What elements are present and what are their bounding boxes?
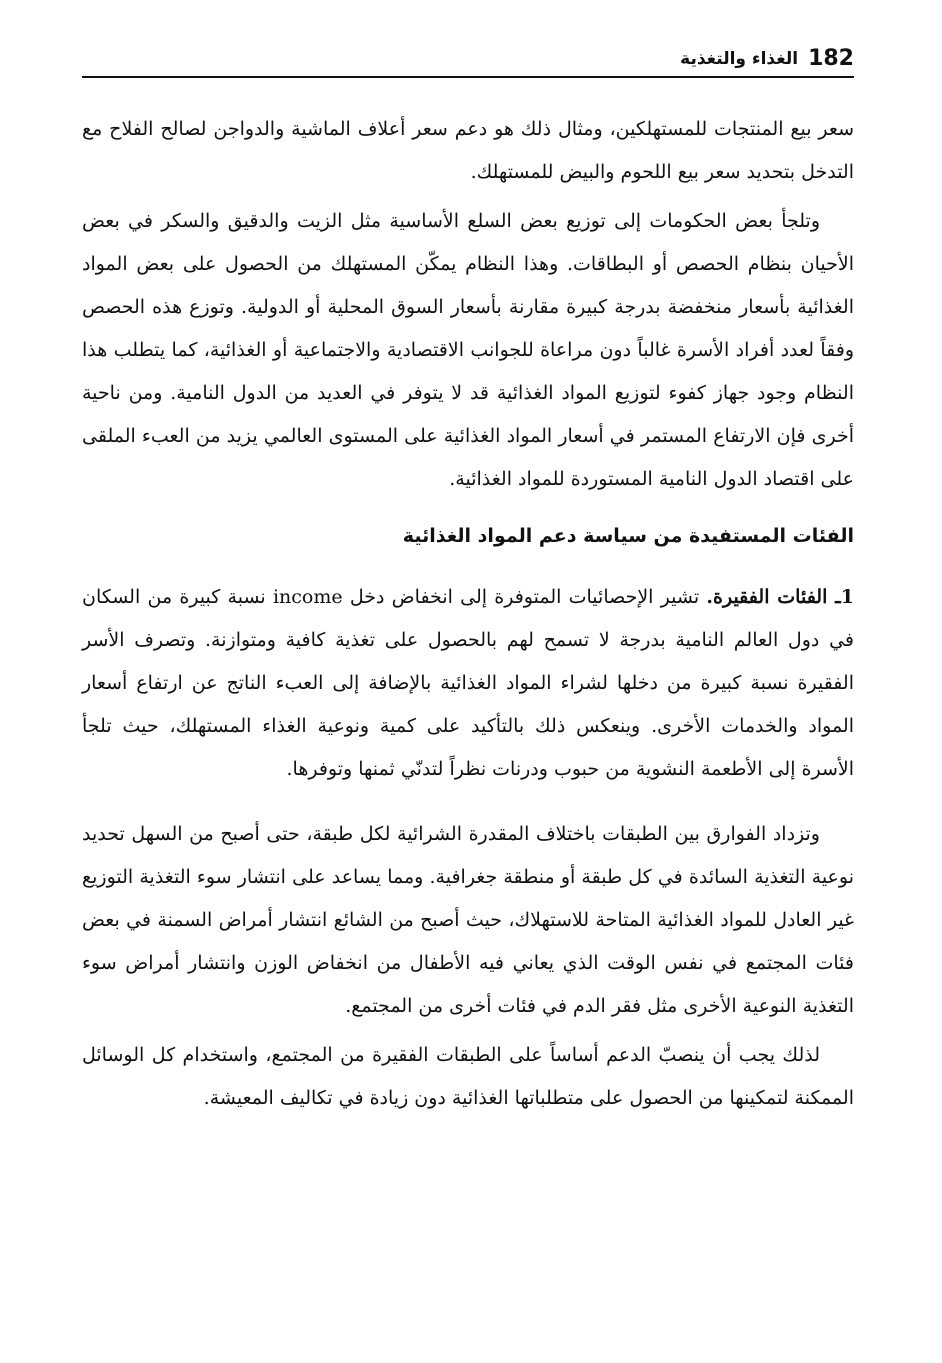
paragraph-5: لذلك يجب أن ينصبّ الدعم أساساً على الطبقات الفقيرة من المجتمع، واستخدام كل الوسائل الممكنة لتمكينها من الحصول على متطلباتها الغذائية دون زيادة في تكاليف المعيشة. bbox=[82, 1044, 854, 1109]
paragraph-4: وتزداد الفوارق بين الطبقات باختلاف المقدرة الشرائية لكل طبقة، حتى أصبح من السهل تحديد نوعية التغذية السائدة في كل طبقة أو منطقة جغرافية. ومما يساعد على انتشار سوء التغذية التوزيع غير العادل للمواد الغذائية المتاحة للاستهلاك، حيث أصبح من الشائع انتشار أمراض السمنة في بعض فئات المجتمع في نفس الوقت الذي يعاني فيه الأطفال من انخفاض الوزن وانتشار أمراض سوء التغذية النوعية الأخرى مثل فقر الدم في فئات أخرى من المجتمع. bbox=[82, 823, 854, 1017]
paragraph-3-text: تشير الإحصائيات المتوفرة إلى انخفاض دخل income نسبة كبيرة من السكان في دول العالم النامية بدرجة لا تسمح لهم بالحصول على تغذية كافية ومتوازنة. وتصرف الأسر الفقيرة نسبة كبيرة من دخلها لشراء المواد الغذائية بالإضافة إلى العبء الناتج عن ارتفاع أسعار المواد والخدمات الأخرى. وينعكس ذلك بالتأكيد على كمية ونوعية الغذاء المستهلك، حيث تلجأ الأسرة إلى الأطعمة النشوية من حبوب ودرنات نظراً لتدنّي ثمنها وتوفرها. bbox=[82, 586, 854, 780]
paragraph-1: سعر بيع المنتجات للمستهلكين، ومثال ذلك هو دعم سعر أعلاف الماشية والدواجن لصالح الفلاح مع التدخل بتحديد سعر بيع اللحوم والبيض للمستهلك. bbox=[82, 118, 854, 183]
item-label-poor-groups: 1ـ الفئات الفقيرة. bbox=[706, 586, 854, 608]
running-title: الغذاء والتغذية bbox=[680, 49, 799, 69]
paragraph-2: وتلجأ بعض الحكومات إلى توزيع بعض السلع الأساسية مثل الزيت والدقيق والسكر في بعض الأحيان بنظام الحصص أو البطاقات. وهذا النظام يمكّن المستهلك من الحصول على بعض المواد الغذائية بأسعار منخفضة بدرجة كبيرة مقارنة بأسعار السوق المحلية أو الدولية. وتوزع هذه الحصص وفقاً لعدد أفراد الأسرة غالباً دون مراعاة للجوانب الاقتصادية والاجتماعية أو الغذائية، كما يتطلب هذا النظام وجود جهاز كفوء لتوزيع المواد الغذائية قد لا يتوفر في العديد من الدول النامية. ومن ناحية أخرى فإن الارتفاع المستمر في أسعار المواد الغذائية على المستوى العالمي يزيد من العبء الملقى على اقتصاد الدول النامية المستوردة للمواد الغذائية. bbox=[82, 210, 854, 490]
page-number: 182 bbox=[808, 46, 854, 71]
section-heading: الفئات المستفيدة من سياسة دعم المواد الغذائية bbox=[402, 525, 854, 547]
page-body bbox=[82, 108, 854, 1126]
paragraph-3 bbox=[82, 576, 854, 791]
header-rule bbox=[82, 76, 854, 78]
page-header bbox=[82, 38, 854, 74]
